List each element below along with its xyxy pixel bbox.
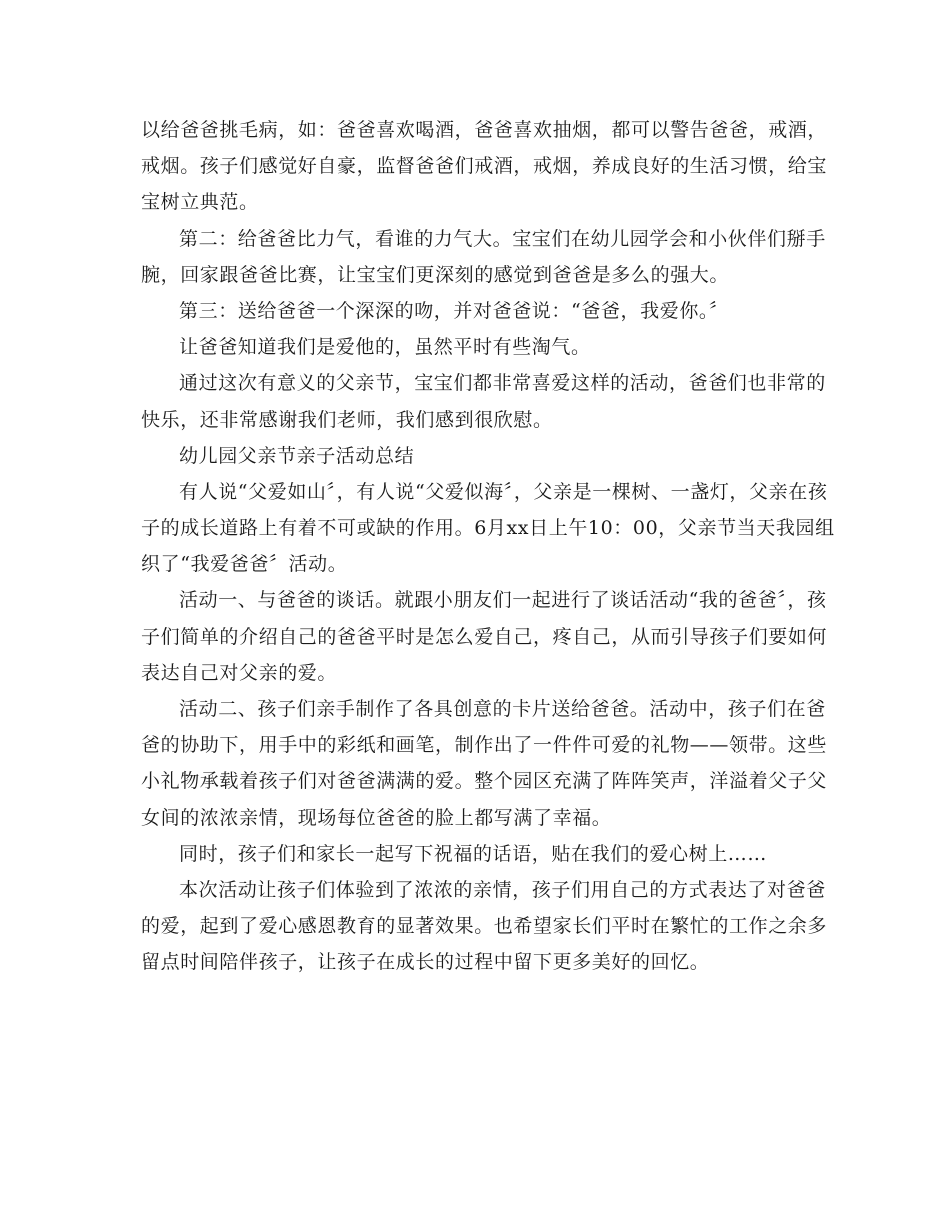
text-line: 表达自己对父亲的爱。 [141,661,338,684]
text-line: 子的成长道路上有着不可或缺的作用。6月xx日上午10：00，父亲节当天我园组 [141,517,835,540]
section-heading: 幼儿园父亲节亲子活动总结 [179,444,415,467]
text-line: 子们简单的介绍自己的爸爸平时是怎么爱自己，疼自己，从而引导孩子们要如何 [141,625,828,648]
text-line: 同时，孩子们和家长一起写下祝福的话语，贴在我们的爱心树上…… [179,842,768,865]
text-line: 留点时间陪伴孩子，让孩子在成长的过程中留下更多美好的回忆。 [141,951,710,974]
text-line: 腕，回家跟爸爸比赛，让宝宝们更深刻的感觉到爸爸是多么的强大。 [141,263,730,286]
text-line: 女间的浓浓亲情，现场每位爸爸的脸上都写满了幸福。 [141,806,612,829]
text-line: 以给爸爸挑毛病，如：爸爸喜欢喝酒，爸爸喜欢抽烟，都可以警告爸爸，戒酒， [141,119,828,141]
text-line: 第二：给爸爸比力气，看谁的力气大。宝宝们在幼儿园学会和小伙伴们掰手 [179,227,826,250]
text-line: 活动一、与爸爸的谈话。就跟小朋友们一起进行了谈话活动“我的爸爸〞，孩 [179,589,827,612]
text-line: 爸的协助下，用手中的彩纸和画笔，制作出了一件件可爱的礼物——领带。这些 [141,734,828,757]
text-line: 小礼物承载着孩子们对爸爸满满的爱。整个园区充满了阵阵笑声，洋溢着父子父 [141,770,828,793]
text-line: 第三：送给爸爸一个深深的吻，并对爸爸说：“爸爸，我爱你。〞 [179,299,729,322]
text-line: 本次活动让孩子们体验到了浓浓的亲情，孩子们用自己的方式表达了对爸爸 [179,878,826,901]
text-line: 让爸爸知道我们是爱他的，虽然平时有些淘气。 [179,336,591,359]
text-line: 快乐，还非常感谢我们老师，我们感到很欣慰。 [141,408,553,431]
text-line: 有人说“父爱如山〞，有人说“父爱似海〞，父亲是一棵树、一盏灯，父亲在孩 [179,480,828,503]
text-line: 通过这次有意义的父亲节，宝宝们都非常喜爱这样的活动，爸爸们也非常的 [179,372,826,395]
text-line: 织了“我爱爸爸〞活动。 [141,553,348,576]
text-line: 戒烟。孩子们感觉好自豪，监督爸爸们戒酒，戒烟，养成良好的生活习惯，给宝 [141,155,828,178]
text-line: 活动二、孩子们亲手制作了各具创意的卡片送给爸爸。活动中，孩子们在爸 [179,698,826,720]
text-line: 宝树立典范。 [141,191,259,214]
text-line: 的爱，起到了爱心感恩教育的显著效果。也希望家长们平时在繁忙的工作之余多 [141,915,828,938]
document-body [141,112,835,981]
